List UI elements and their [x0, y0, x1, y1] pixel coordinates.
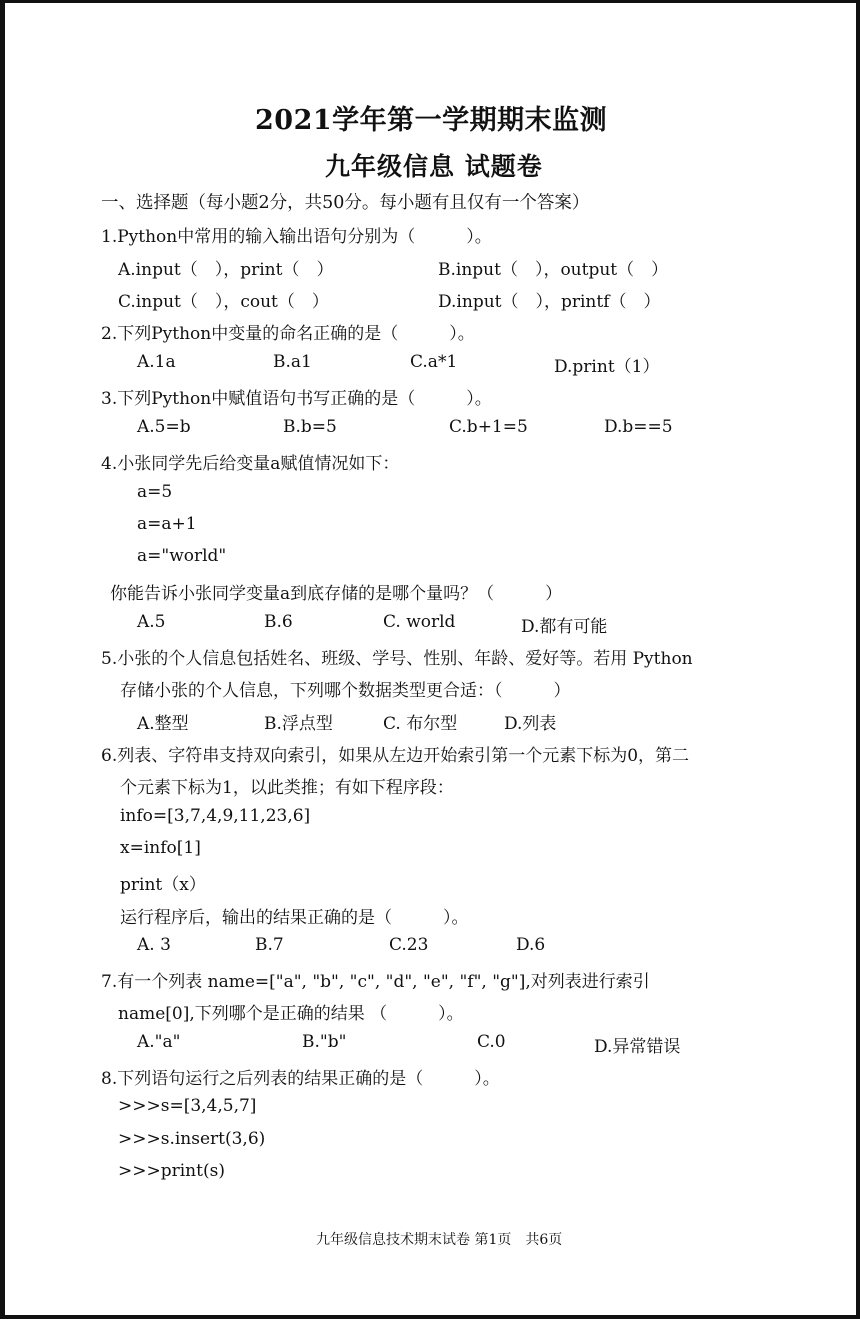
q4-option-b: B.6: [264, 612, 293, 632]
q6-question: 运行程序后，输出的结果正确的是（ ）。: [120, 908, 469, 928]
scan-border-right: [856, 0, 860, 1319]
scan-border-bottom: [0, 1315, 860, 1319]
q6-option-d: D.6: [516, 935, 546, 955]
q1-option-d: D.input（ ），printf（ ）: [438, 292, 661, 312]
q5-option-c: C. 布尔型: [383, 714, 458, 734]
q7-option-a: A."a": [137, 1032, 181, 1052]
q3-option-a: A.5=b: [137, 417, 191, 437]
q8-code-line-2: >>>s.insert(3,6): [118, 1129, 266, 1149]
q4-question: 你能告诉小张同学变量a到底存储的是哪个量吗？（ ）: [110, 584, 563, 604]
q8-code-line-3: >>>print(s): [118, 1161, 225, 1181]
q3-stem: 3.下列Python中赋值语句书写正确的是（ ）。: [101, 389, 492, 409]
q4-option-c: C. world: [383, 612, 456, 632]
q5-option-d: D.列表: [504, 714, 557, 734]
scan-border-top: [0, 0, 860, 3]
q6-option-a: A. 3: [137, 935, 171, 955]
q7-option-c: C.0: [477, 1032, 506, 1052]
q1-option-b: B.input（ ），output（ ）: [438, 260, 669, 280]
q1-option-c: C.input（ ），cout（ ）: [118, 292, 329, 312]
q6-option-b: B.7: [255, 935, 284, 955]
q6-stem-line-2: 个元素下标为1，以此类推；有如下程序段：: [120, 778, 454, 798]
exam-subtitle: 九年级信息 试题卷: [325, 152, 543, 181]
q2-option-d: D.print（1）: [554, 357, 660, 377]
q3-option-d: D.b==5: [604, 417, 673, 437]
q4-option-a: A.5: [137, 612, 166, 632]
q3-option-b: B.b=5: [283, 417, 337, 437]
section-heading: 一、选择题（每小题2分，共50分。每小题有且仅有一个答案）: [101, 193, 590, 213]
q4-option-d: D.都有可能: [521, 617, 608, 637]
q6-code-line-2: x=info[1]: [120, 838, 201, 858]
q8-stem: 8.下列语句运行之后列表的结果正确的是（ ）。: [101, 1069, 500, 1089]
q7-stem-line-2: name[0],下列哪个是正确的结果 （ ）。: [118, 1004, 464, 1024]
q4-code-line-1: a=5: [137, 482, 173, 502]
q6-stem-line-1: 6.列表、字符串支持双向索引，如果从左边开始索引第一个元素下标为0，第二: [101, 746, 690, 766]
q2-option-c: C.a*1: [410, 352, 458, 372]
q2-option-b: B.a1: [273, 352, 312, 372]
q1-option-a: A.input（ ），print（ ）: [118, 260, 334, 280]
q1-stem: 1.Python中常用的输入输出语句分别为（ ）。: [101, 227, 492, 247]
q5-stem-line-2: 存储小张的个人信息，下列哪个数据类型更合适：（ ）: [120, 681, 571, 701]
q4-stem: 4.小张同学先后给变量a赋值情况如下：: [101, 454, 400, 474]
page-footer: 九年级信息技术期末试卷 第1页 共6页: [316, 1232, 563, 1248]
q4-code-line-2: a=a+1: [137, 514, 197, 534]
q7-stem-line-1: 7.有一个列表 name=["a", "b", "c", "d", "e", "f", "g"],对列表进行索引: [101, 972, 650, 992]
q8-code-line-1: >>>s=[3,4,5,7]: [118, 1096, 257, 1116]
q2-option-a: A.1a: [137, 352, 176, 372]
q6-code-line-1: info=[3,7,4,9,11,23,6]: [120, 806, 311, 826]
q6-option-c: C.23: [389, 935, 429, 955]
q5-option-a: A.整型: [137, 714, 189, 734]
q3-option-c: C.b+1=5: [449, 417, 528, 437]
scan-border-left: [0, 0, 5, 1319]
q6-code-line-3: print（x）: [120, 875, 206, 895]
exam-title: 2021学年第一学期期末监测: [255, 105, 608, 136]
q7-option-d: D.异常错误: [594, 1037, 681, 1057]
q5-stem-line-1: 5.小张的个人信息包括姓名、班级、学号、性别、年龄、爱好等。若用 Python: [101, 649, 693, 669]
q5-option-b: B.浮点型: [264, 714, 333, 734]
q2-stem: 2.下列Python中变量的命名正确的是（ ）。: [101, 324, 475, 344]
q7-option-b: B."b": [302, 1032, 347, 1052]
q4-code-line-3: a="world": [137, 546, 227, 566]
